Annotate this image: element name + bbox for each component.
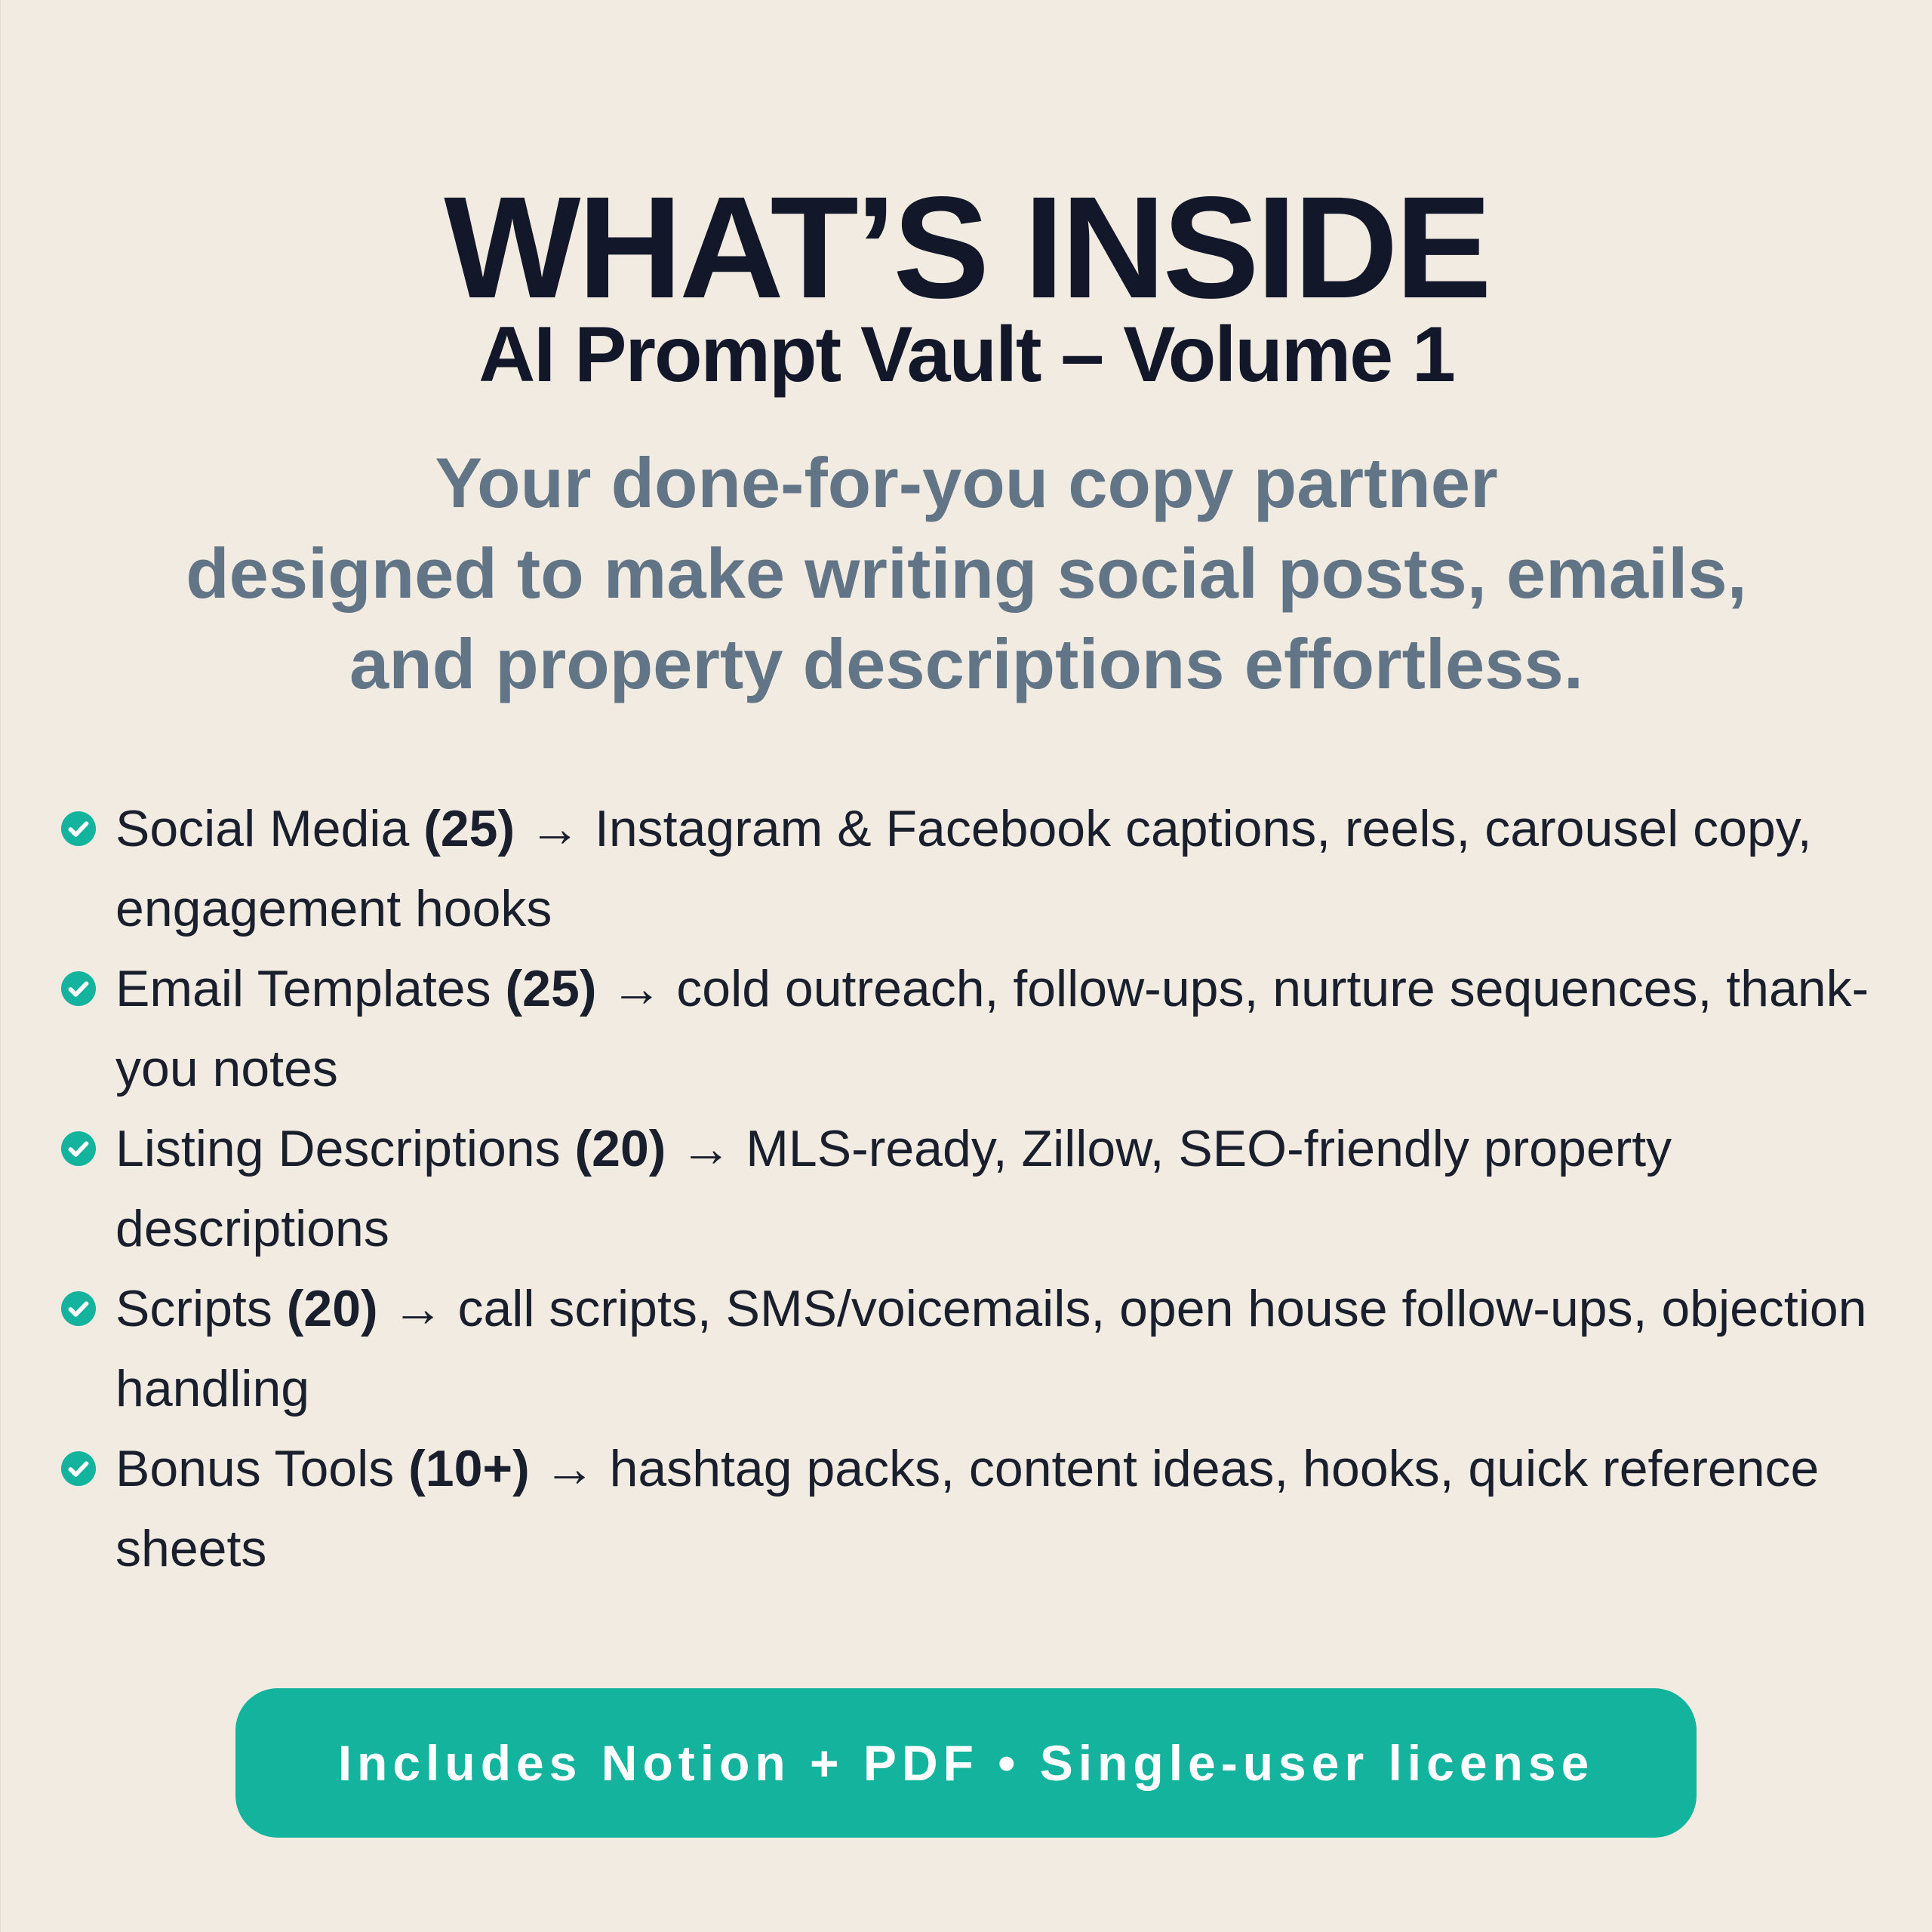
feature-name: Social Media (115, 800, 410, 857)
feature-list (61, 789, 1887, 1589)
arrow-icon: → (543, 1440, 595, 1497)
feature-name: Email Templates (115, 960, 491, 1017)
feature-item-bonus-tools (61, 1429, 1887, 1589)
arrow-icon: → (680, 1120, 732, 1177)
check-circle-icon (61, 811, 96, 846)
tagline-line-3: and property descriptions effortless. (349, 624, 1583, 703)
arrow-icon: → (611, 960, 663, 1017)
tagline-line-1: Your done-for-you copy partner (435, 443, 1498, 522)
feature-item-email-templates (61, 949, 1887, 1109)
license-badge (235, 1688, 1697, 1838)
feature-count: (20) (574, 1120, 666, 1177)
feature-name: Scripts (115, 1280, 272, 1337)
check-circle-icon (61, 1131, 96, 1166)
tagline-line-2: designed to make writing social posts, emails, (186, 534, 1747, 613)
tagline (76, 438, 1857, 709)
feature-name: Listing Descriptions (115, 1120, 561, 1177)
feature-name: Bonus Tools (115, 1440, 395, 1497)
page-title: WHAT’S INSIDE (444, 166, 1489, 328)
check-circle-icon (61, 971, 96, 1006)
feature-item-social-media (61, 789, 1887, 949)
feature-description: cold outreach, follow-ups, nurture sequences, thank-you notes (115, 960, 1869, 1097)
feature-description: call scripts, SMS/voicemails, open house follow-ups, objection handling (115, 1280, 1867, 1417)
feature-count: (10+) (408, 1440, 530, 1497)
feature-count: (25) (423, 800, 515, 857)
feature-count: (20) (286, 1280, 378, 1337)
license-badge-text: Includes Notion + PDF • Single-user license (337, 1735, 1595, 1791)
check-circle-icon (61, 1451, 96, 1486)
feature-item-listing-descriptions (61, 1109, 1887, 1269)
page-subtitle: AI Prompt Vault – Volume 1 (478, 311, 1454, 398)
check-circle-icon (61, 1291, 96, 1326)
feature-description: hashtag packs, content ideas, hooks, quick reference sheets (115, 1440, 1820, 1577)
arrow-icon: → (529, 800, 581, 857)
feature-description: Instagram & Facebook captions, reels, carousel copy, engagement hooks (115, 800, 1812, 937)
feature-item-scripts (61, 1269, 1887, 1429)
arrow-icon: → (392, 1280, 444, 1337)
feature-count: (25) (505, 960, 597, 1017)
feature-description: MLS-ready, Zillow, SEO-friendly property descriptions (115, 1120, 1672, 1257)
